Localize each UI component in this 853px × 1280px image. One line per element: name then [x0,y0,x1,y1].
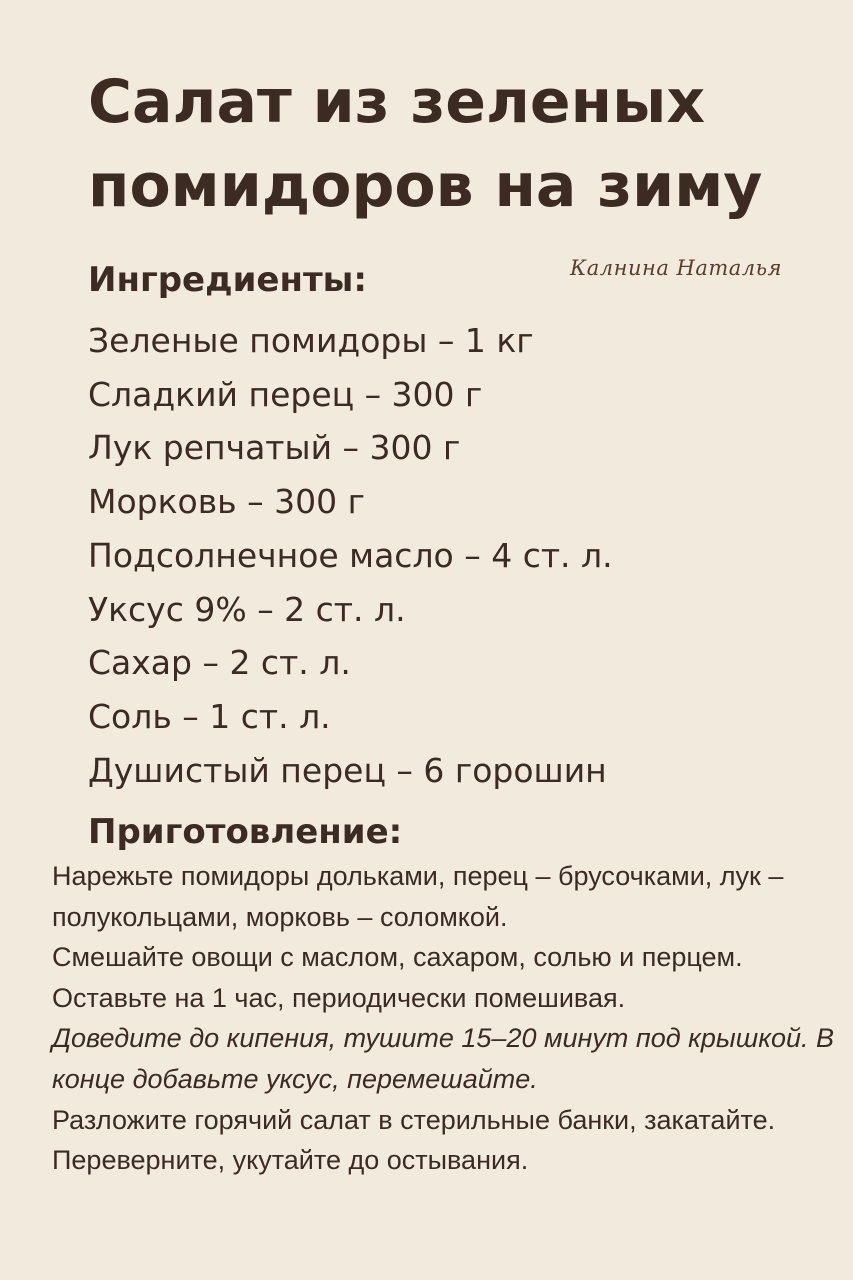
preparation-heading: Приготовление: [88,812,403,852]
ingredients-list [88,314,613,797]
preparation-step: Смешайте овощи с маслом, сахаром, солью и перцем. Оставьте на 1 час, периодически помешивая. [52,942,743,1013]
ingredient-item: Лук репчатый – 300 г [88,428,461,468]
recipe-title-line-2: помидоров на зиму [88,151,763,221]
preparation-step: Нарежьте помидоры дольками, перец – брусочками, лук – полукольцами, морковь – соломкой. [52,861,784,932]
preparation-step: Доведите до кипения, тушите 15–20 минут под крышкой. В конце добавьте уксус, перемешайте. [52,1023,834,1094]
preparation-steps [52,856,842,1181]
ingredient-item: Душистый перец – 6 горошин [88,750,607,790]
recipe-title-line-1: Салат из зеленых [88,67,706,137]
recipe-title [88,60,828,228]
ingredients-heading: Ингредиенты: [88,260,367,300]
ingredient-item: Подсолнечное масло – 4 ст. л. [88,535,613,575]
ingredient-item: Сахар – 2 ст. л. [88,643,351,683]
ingredient-item: Морковь – 300 г [88,482,365,522]
author-signature: Калнина Наталья [570,256,783,280]
ingredient-item: Соль – 1 ст. л. [88,696,331,736]
ingredient-item: Уксус 9% – 2 ст. л. [88,589,406,629]
ingredient-item: Зеленые помидоры – 1 кг [88,321,534,360]
preparation-step: Разложите горячий салат в стерильные банки, закатайте. Переверните, укутайте до остывания. [52,1104,776,1176]
ingredient-item: Сладкий перец – 300 г [88,374,483,414]
